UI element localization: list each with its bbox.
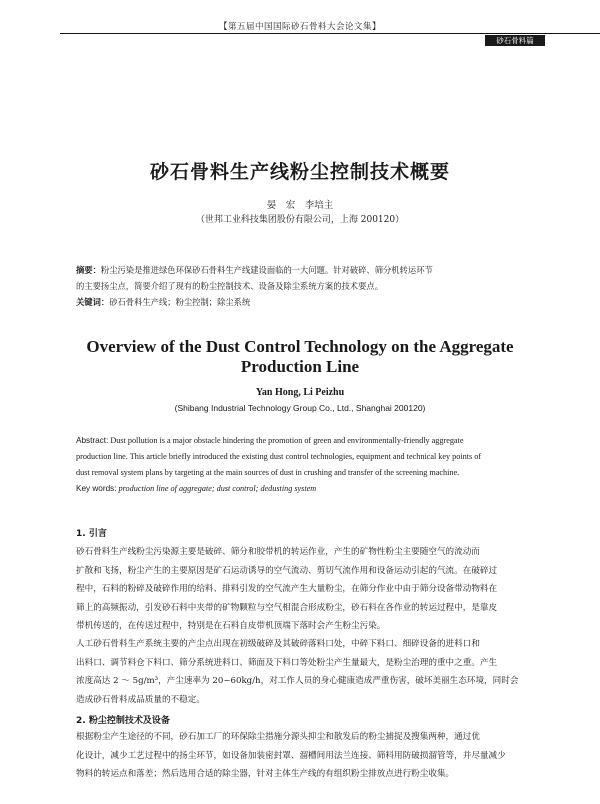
section-heading-introduction: 1. 引言 bbox=[76, 529, 107, 539]
cn-authors: 晏 宏 李培主 bbox=[266, 200, 334, 211]
body-line: 带机传送的，在传送过程中，特别是在石料自皮带机顶端下落时会产生粉尘污染。 bbox=[76, 621, 386, 631]
en-affiliation: (Shibang Industrial Technology Group Co., Ltd., Shanghai 200120) bbox=[174, 403, 426, 413]
body-line: 造成砂石骨料成品质量的不稳定。 bbox=[76, 694, 205, 705]
en-abstract-line: production line. This article briefly introduced the existing dust control technologies, equipment and technical key points of bbox=[76, 452, 482, 461]
body-line: 人工砂石骨料生产系统主要的产尘点出现在初级破碎及其破碎落料口处，中碎下料口、细碎设备的进料口和 bbox=[76, 639, 480, 649]
cn-keywords-label: 关键词： bbox=[76, 297, 110, 307]
section-tag: 砂石骨料篇 bbox=[485, 35, 545, 46]
cn-keywords-line bbox=[76, 294, 546, 310]
body-paragraph bbox=[76, 728, 546, 784]
body-line: 程中，石料的粉碎及破碎作用的给料、排料引发的空气流产生大量粉尘，在筛分作业中由于筛分设备带动物料在 bbox=[76, 584, 498, 594]
body-line: 砂石骨料生产线粉尘污染源主要是破碎、筛分和胶带机的转运作业，产生的矿物性粉尘主要随空气的流动而 bbox=[76, 547, 480, 557]
body-line: 化设计，减少工艺过程中的扬尘环节，如设备加装密封罩、溜槽间用法兰连接、筛料用防破损溜管等，并尽量减少 bbox=[76, 750, 506, 761]
cn-title: 砂石骨料生产线粉尘控制技术概要 bbox=[149, 161, 450, 183]
journal-running-title: 【第五届中国国际砂石骨料大会论文集】 bbox=[218, 22, 381, 32]
body-paragraph bbox=[76, 543, 546, 636]
en-abstract-label: Abstract: bbox=[76, 436, 109, 445]
section-heading-dust-control: 2. 粉尘控制技术及设备 bbox=[76, 716, 170, 726]
cn-abstract-label: 摘要： bbox=[76, 265, 101, 275]
cn-abstract bbox=[76, 262, 546, 310]
body-line: 出料口、调节料仓下料口、筛分系统进料口、筛面及下料口等处粉尘产生量最大，是粉尘治理的重中之重。产生 bbox=[76, 657, 498, 668]
cn-keywords: 砂石骨料生产线；粉尘控制；除尘系统 bbox=[109, 297, 251, 307]
en-title bbox=[0, 337, 600, 377]
en-abstract-line: Abstract: Dust pollution is a major obstacle hindering the promotion of green and environmentally-friendly aggregate bbox=[76, 436, 464, 445]
body-line: 根据粉尘产生途径的不同，砂石加工厂的环保除尘措施分源头抑尘和散发后的粉尘捕捉及搜集两种，通过优 bbox=[76, 732, 480, 742]
body-paragraph bbox=[76, 635, 546, 709]
en-keywords-line bbox=[76, 481, 546, 497]
en-title-line: Overview of the Dust Control Technology on the Aggregate bbox=[86, 337, 514, 356]
cn-affiliation: （世邦工业科技集团股份有限公司，上海 200120） bbox=[195, 215, 405, 225]
en-authors: Yan Hong, Li Peizhu bbox=[255, 387, 345, 398]
body-line: 筛上的高频振动，引发砂石料中夹带的矿物颗粒与空气相混合形成粉尘，砂石料在各作业的转运过程中，是靠皮 bbox=[76, 602, 498, 613]
en-keywords: production line of aggregate; dust control; dedusting system bbox=[116, 484, 317, 493]
en-title-line: Production Line bbox=[240, 357, 360, 376]
en-abstract-line: dust removal system plans by targeting at the main sources of dust in crushing and transfer of the screening machine. bbox=[76, 468, 460, 477]
body-line: 扩散和飞扬，粉尘产生的主要原因是矿石运动诱导的空气流动、剪切气流作用和设备运动引起的气流。在破碎过 bbox=[76, 565, 498, 576]
en-keywords-label: Key words: bbox=[76, 484, 117, 493]
header-rule bbox=[60, 33, 600, 34]
cn-abstract-line: 摘要：粉尘污染是推进绿色环保砂石骨料生产线建设面临的一大问题。针对破碎、筛分机转运环节 bbox=[76, 265, 433, 275]
cn-abstract-line: 的主要扬尘点，简要介绍了现有的粉尘控制技术、设备及除尘系统方案的技术要点。 bbox=[76, 281, 383, 291]
body-line: 浓度高达 2 ～ 5g/m³，产尘速率为 20~60kg/h，对工作人员的身心健康造成严重伤害，破坏美丽生态环境，同时会 bbox=[76, 676, 519, 686]
en-abstract bbox=[76, 433, 546, 497]
body-line: 物料的转运点和落差；然后选用合适的除尘器，针对主体生产线的有组织粉尘排放点进行粉尘收集。 bbox=[76, 769, 455, 779]
